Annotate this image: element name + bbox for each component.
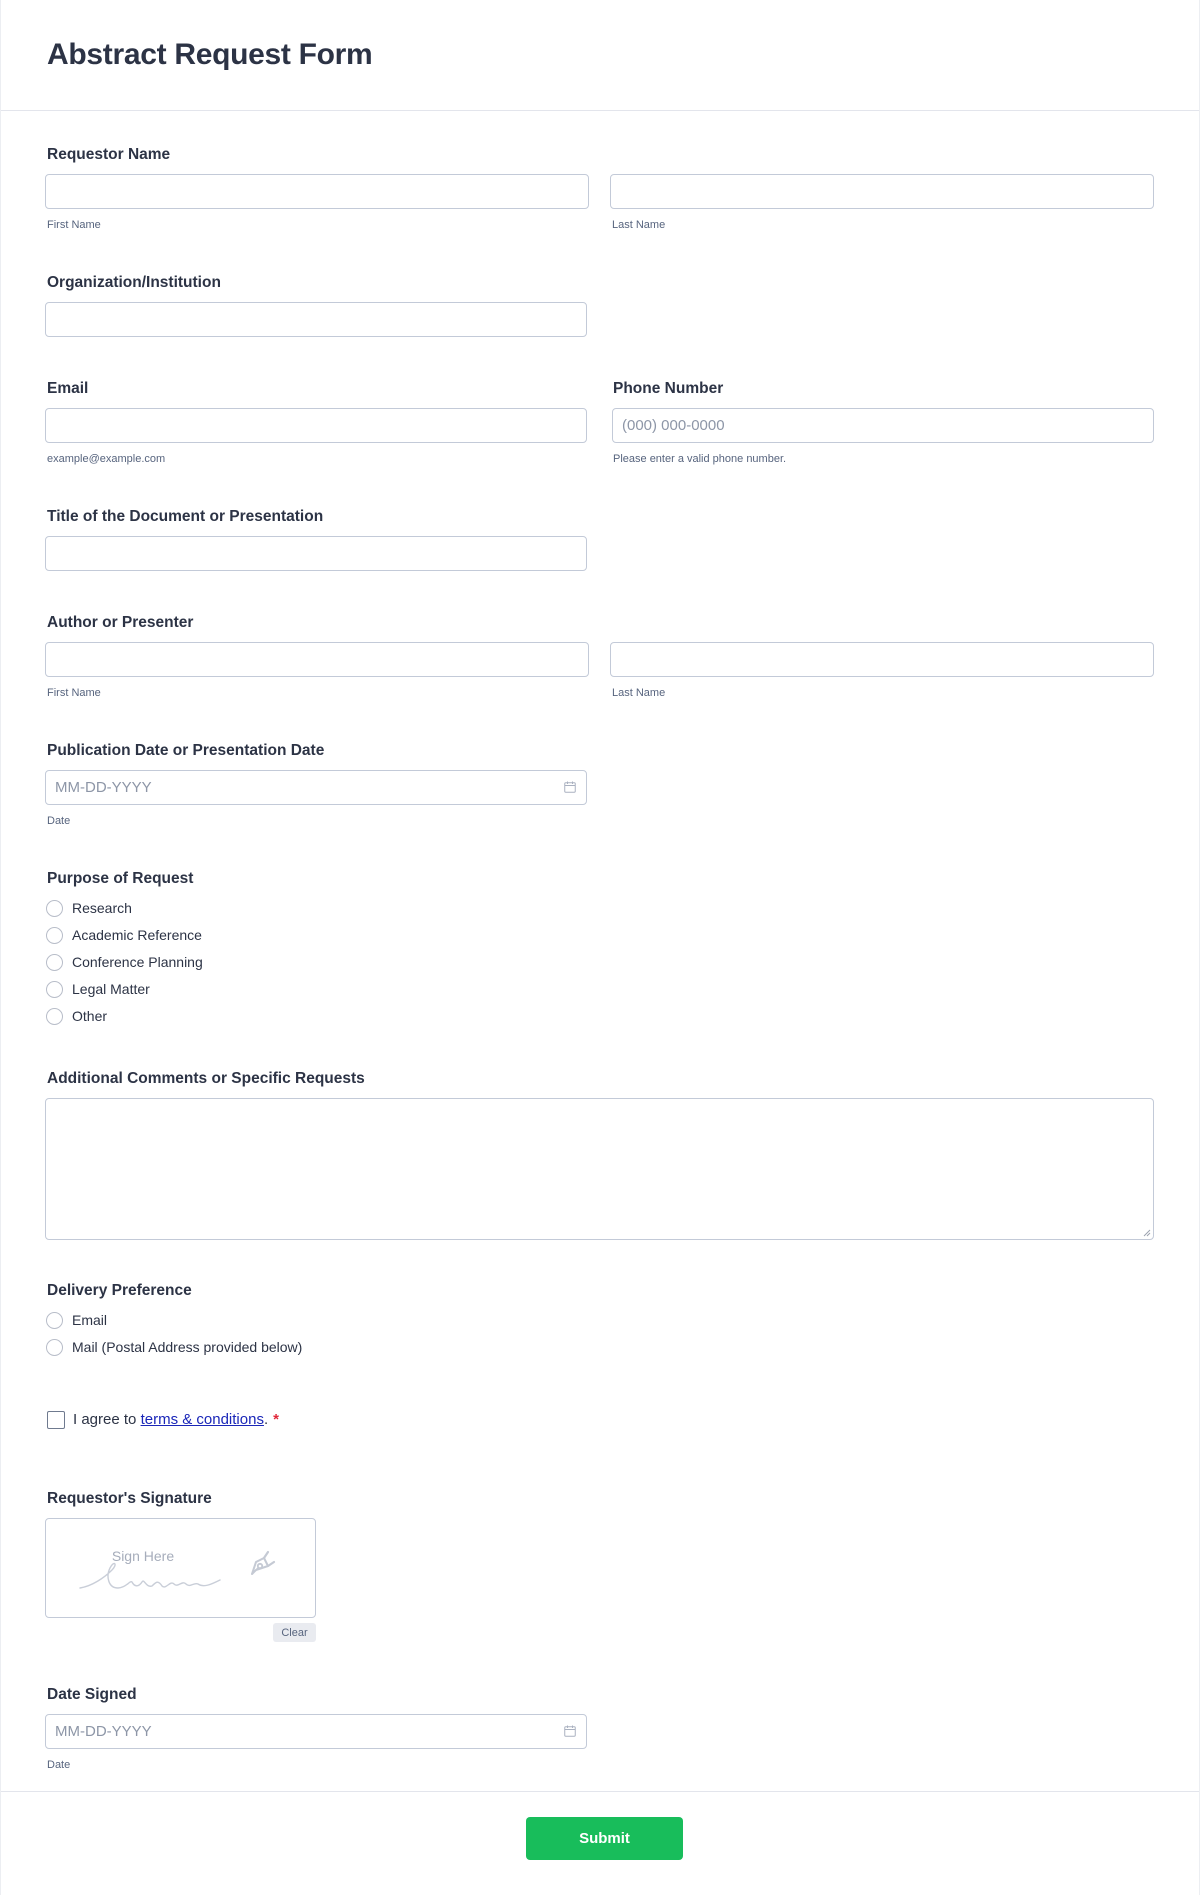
calendar-icon[interactable]	[564, 781, 576, 793]
radio-button[interactable]	[46, 927, 63, 944]
radio-label: Research	[72, 900, 132, 916]
organization-input[interactable]	[45, 302, 587, 337]
radio-button[interactable]	[46, 1008, 63, 1025]
radio-label: Email	[72, 1312, 108, 1328]
submit-button[interactable]: Submit	[526, 1817, 683, 1860]
radio-button[interactable]	[46, 900, 63, 917]
publication-date-sublabel: Date	[47, 815, 71, 827]
purpose-option-conference-planning[interactable]	[46, 952, 203, 972]
delivery-label: Delivery Preference	[47, 1282, 192, 1299]
requestor-first-name-sublabel: First Name	[47, 219, 101, 231]
requestor-last-name-input[interactable]	[610, 174, 1154, 209]
purpose-option-research[interactable]	[46, 898, 132, 918]
requestor-last-name-sublabel: Last Name	[612, 219, 666, 231]
pen-nib-icon	[246, 1548, 276, 1578]
author-first-name-input[interactable]	[45, 642, 589, 677]
radio-label: Legal Matter	[72, 981, 150, 997]
publication-date-input[interactable]	[45, 770, 587, 805]
purpose-label: Purpose of Request	[47, 870, 194, 887]
author-label: Author or Presenter	[47, 614, 194, 631]
calendar-icon[interactable]	[564, 1725, 576, 1737]
requestor-first-name-input[interactable]	[45, 174, 589, 209]
radio-label: Academic Reference	[72, 927, 202, 943]
phone-label: Phone Number	[613, 380, 724, 397]
terms-suffix: .	[263, 1411, 269, 1428]
requestor-name-label: Requestor Name	[47, 146, 171, 163]
date-signed-sublabel: Date	[47, 1759, 71, 1771]
delivery-option-mail[interactable]	[46, 1337, 302, 1357]
radio-label: Mail (Postal Address provided below)	[72, 1339, 303, 1355]
purpose-option-academic-reference[interactable]	[46, 925, 202, 945]
email-label: Email	[47, 380, 89, 397]
date-signed-label: Date Signed	[47, 1686, 137, 1703]
email-field[interactable]	[45, 408, 587, 443]
comments-textarea[interactable]	[45, 1098, 1154, 1240]
signature-placeholder: Sign Here	[111, 1548, 175, 1564]
radio-label: Other	[72, 1008, 108, 1024]
radio-button[interactable]	[46, 1339, 63, 1356]
terms-checkbox[interactable]	[47, 1411, 65, 1429]
footer-divider	[0, 1791, 1200, 1792]
phone-input[interactable]	[612, 408, 1154, 443]
radio-button[interactable]	[46, 954, 63, 971]
purpose-option-legal-matter[interactable]	[46, 979, 150, 999]
publication-date-label: Publication Date or Presentation Date	[47, 742, 325, 759]
radio-label: Conference Planning	[72, 954, 203, 970]
comments-label: Additional Comments or Specific Requests	[47, 1070, 365, 1087]
author-first-name-sublabel: First Name	[47, 687, 101, 699]
email-sublabel: example@example.com	[47, 453, 166, 465]
terms-link[interactable]: terms & conditions	[140, 1411, 264, 1428]
phone-sublabel: Please enter a valid phone number.	[613, 453, 787, 465]
signature-label: Requestor's Signature	[47, 1490, 212, 1507]
purpose-option-other[interactable]	[46, 1006, 107, 1026]
required-mark: *	[273, 1411, 279, 1428]
resize-grip-icon[interactable]	[1143, 1229, 1151, 1237]
form-header	[0, 0, 1200, 111]
author-last-name-input[interactable]	[610, 642, 1154, 677]
document-title-input[interactable]	[45, 536, 587, 571]
clear-signature-button[interactable]: Clear	[273, 1623, 316, 1642]
document-title-label: Title of the Document or Presentation	[47, 508, 324, 525]
author-last-name-sublabel: Last Name	[612, 687, 666, 699]
form-title: Abstract Request Form	[47, 38, 373, 71]
organization-label: Organization/Institution	[47, 274, 221, 291]
terms-text	[73, 1411, 279, 1428]
radio-button[interactable]	[46, 1312, 63, 1329]
radio-button[interactable]	[46, 981, 63, 998]
delivery-option-email[interactable]	[46, 1310, 107, 1330]
terms-prefix: I agree to	[73, 1411, 137, 1428]
date-signed-input[interactable]	[45, 1714, 587, 1749]
